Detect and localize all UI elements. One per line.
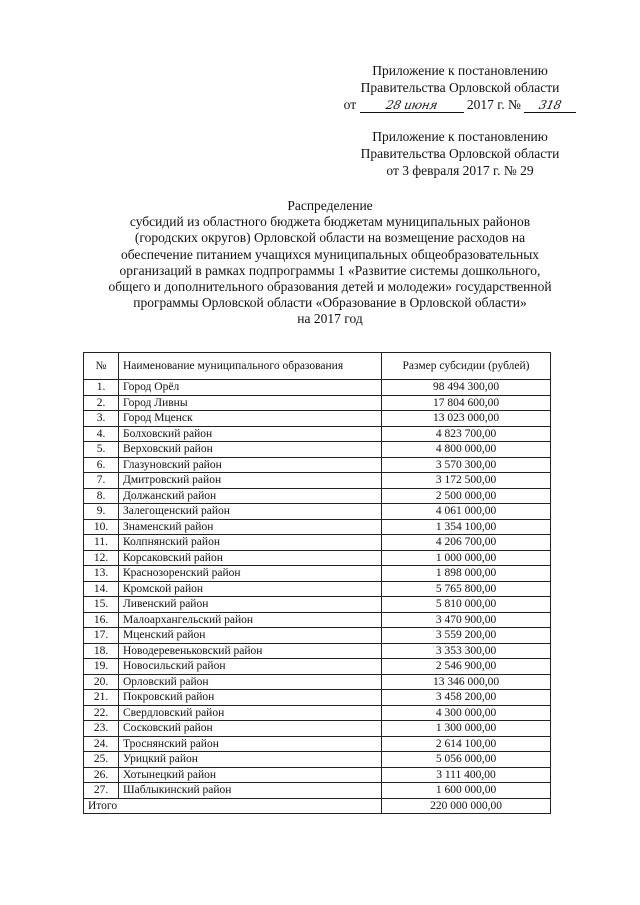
row-amount: 2 614 100,00 <box>382 736 551 752</box>
row-amount: 4 800 000,00 <box>382 442 551 458</box>
row-number: 17. <box>84 628 119 644</box>
row-amount: 17 804 600,00 <box>382 395 551 411</box>
row-amount: 3 570 300,00 <box>382 457 551 473</box>
table-row <box>84 519 551 535</box>
row-number: 2. <box>84 395 119 411</box>
table-row <box>84 767 551 783</box>
header-num: № <box>84 353 119 380</box>
row-amount: 3 353 300,00 <box>382 643 551 659</box>
appendix-previous-line3: от 3 февраля 2017 г. № 29 <box>386 163 534 178</box>
row-number: 26. <box>84 767 119 783</box>
table-row <box>84 550 551 566</box>
row-amount: 4 206 700,00 <box>382 535 551 551</box>
row-number: 20. <box>84 674 119 690</box>
row-number: 3. <box>84 411 119 427</box>
table-row <box>84 597 551 613</box>
row-name: Город Ливны <box>119 395 382 411</box>
table-row <box>84 395 551 411</box>
table-header-row <box>84 353 551 380</box>
row-number: 6. <box>84 457 119 473</box>
handwritten-number-text: 318 <box>537 98 563 112</box>
table-row <box>84 380 551 396</box>
row-amount: 13 346 000,00 <box>382 674 551 690</box>
header-amount: Размер субсидии (рублей) <box>382 353 551 380</box>
appendix-previous-line1: Приложение к постановлению <box>372 129 548 144</box>
row-number: 8. <box>84 488 119 504</box>
table-row <box>84 535 551 551</box>
row-amount: 3 458 200,00 <box>382 690 551 706</box>
date-underline <box>360 112 464 113</box>
row-name: Троснянский район <box>119 736 382 752</box>
row-number: 24. <box>84 736 119 752</box>
total-amount: 220 000 000,00 <box>382 798 551 814</box>
table-row <box>84 721 551 737</box>
row-number: 9. <box>84 504 119 520</box>
row-amount: 2 500 000,00 <box>382 488 551 504</box>
appendix-current-prefix: от <box>343 97 357 112</box>
table-row <box>84 411 551 427</box>
row-amount: 5 765 800,00 <box>382 581 551 597</box>
table-row <box>84 612 551 628</box>
row-name: Мценский район <box>119 628 382 644</box>
row-name: Верховский район <box>119 442 382 458</box>
row-name: Шаблыкинский район <box>119 783 382 799</box>
table-row <box>84 674 551 690</box>
row-amount: 98 494 300,00 <box>382 380 551 396</box>
row-number: 25. <box>84 752 119 768</box>
row-name: Должанский район <box>119 488 382 504</box>
row-amount: 5 056 000,00 <box>382 752 551 768</box>
handwritten-date-text: 28 июня <box>384 98 439 112</box>
table-row <box>84 488 551 504</box>
row-name: Залегощенский район <box>119 504 382 520</box>
row-amount: 3 111 400,00 <box>382 767 551 783</box>
handwritten-date <box>360 96 464 114</box>
title-line: программы Орловской области «Образование в Орловской области» <box>133 295 527 311</box>
row-number: 23. <box>84 721 119 737</box>
row-name: Корсаковский район <box>119 550 382 566</box>
number-underline <box>524 112 576 113</box>
row-name: Орловский район <box>119 674 382 690</box>
title-line: субсидий из областного бюджета бюджетам муниципальных районов <box>129 214 531 230</box>
row-number: 12. <box>84 550 119 566</box>
appendix-previous-block <box>330 128 590 179</box>
row-number: 19. <box>84 659 119 675</box>
table-row <box>84 442 551 458</box>
row-number: 22. <box>84 705 119 721</box>
table-row <box>84 628 551 644</box>
row-amount: 1 600 000,00 <box>382 783 551 799</box>
row-amount: 2 546 900,00 <box>382 659 551 675</box>
row-name: Хотынецкий район <box>119 767 382 783</box>
row-number: 27. <box>84 783 119 799</box>
row-name: Новодеревеньковский район <box>119 643 382 659</box>
row-name: Краснозоренский район <box>119 566 382 582</box>
row-name: Малоархангельский район <box>119 612 382 628</box>
total-label: Итого <box>84 798 382 814</box>
appendix-current-date-line <box>330 96 590 114</box>
row-number: 11. <box>84 535 119 551</box>
row-number: 18. <box>84 643 119 659</box>
table-row <box>84 736 551 752</box>
title-heading: Распределение <box>287 198 373 213</box>
row-amount: 1 000 000,00 <box>382 550 551 566</box>
appendix-current-line2: Правительства Орловской области <box>360 80 560 95</box>
row-number: 16. <box>84 612 119 628</box>
appendix-previous-line2: Правительства Орловской области <box>360 146 560 161</box>
table-row <box>84 457 551 473</box>
table-row <box>84 643 551 659</box>
row-name: Свердловский район <box>119 705 382 721</box>
row-name: Город Орёл <box>119 380 382 396</box>
row-name: Болховский район <box>119 426 382 442</box>
row-amount: 4 061 000,00 <box>382 504 551 520</box>
row-name: Колпнянский район <box>119 535 382 551</box>
table-body <box>84 380 551 799</box>
title-line: организаций в рамках подпрограммы 1 «Развитие системы дошкольного, <box>119 262 541 278</box>
row-number: 5. <box>84 442 119 458</box>
row-number: 14. <box>84 581 119 597</box>
title-line: общего и дополнительного образования детей и молодежи» государственной <box>108 279 552 295</box>
table-row <box>84 473 551 489</box>
table-row <box>84 504 551 520</box>
row-number: 7. <box>84 473 119 489</box>
header-name: Наименование муниципального образования <box>119 353 382 380</box>
row-amount: 4 823 700,00 <box>382 426 551 442</box>
row-amount: 4 300 000,00 <box>382 705 551 721</box>
row-name: Сосковский район <box>119 721 382 737</box>
row-name: Кромской район <box>119 581 382 597</box>
row-amount: 3 470 900,00 <box>382 612 551 628</box>
table-row <box>84 783 551 799</box>
row-number: 13. <box>84 566 119 582</box>
subsidy-table <box>83 352 551 814</box>
row-name: Новосильский район <box>119 659 382 675</box>
table-row <box>84 426 551 442</box>
table-row <box>84 566 551 582</box>
table-row <box>84 690 551 706</box>
row-number: 10. <box>84 519 119 535</box>
handwritten-number <box>524 96 576 114</box>
title-line: на 2017 год <box>297 311 363 327</box>
appendix-current-block <box>330 62 590 114</box>
table-row <box>84 659 551 675</box>
row-name: Покровский район <box>119 690 382 706</box>
row-number: 4. <box>84 426 119 442</box>
row-name: Дмитровский район <box>119 473 382 489</box>
row-amount: 5 810 000,00 <box>382 597 551 613</box>
appendix-current-year: 2017 г. № <box>466 97 521 112</box>
table-total-row <box>84 798 551 814</box>
row-name: Глазуновский район <box>119 457 382 473</box>
row-amount: 1 354 100,00 <box>382 519 551 535</box>
row-name: Урицкий район <box>119 752 382 768</box>
row-amount: 13 023 000,00 <box>382 411 551 427</box>
table-row <box>84 705 551 721</box>
row-amount: 3 172 500,00 <box>382 473 551 489</box>
row-amount: 1 300 000,00 <box>382 721 551 737</box>
row-name: Знаменский район <box>119 519 382 535</box>
document-title <box>60 198 600 328</box>
row-amount: 1 898 000,00 <box>382 566 551 582</box>
appendix-current-line1: Приложение к постановлению <box>372 63 548 78</box>
row-name: Город Мценск <box>119 411 382 427</box>
table-row <box>84 581 551 597</box>
row-name: Ливенский район <box>119 597 382 613</box>
row-number: 1. <box>84 380 119 396</box>
row-amount: 3 559 200,00 <box>382 628 551 644</box>
row-number: 15. <box>84 597 119 613</box>
row-number: 21. <box>84 690 119 706</box>
title-line: (городских округов) Орловской области на возмещение расходов на <box>134 230 526 246</box>
table-row <box>84 752 551 768</box>
title-line: обеспечение питанием учащихся муниципальных общеобразовательных <box>120 246 540 262</box>
